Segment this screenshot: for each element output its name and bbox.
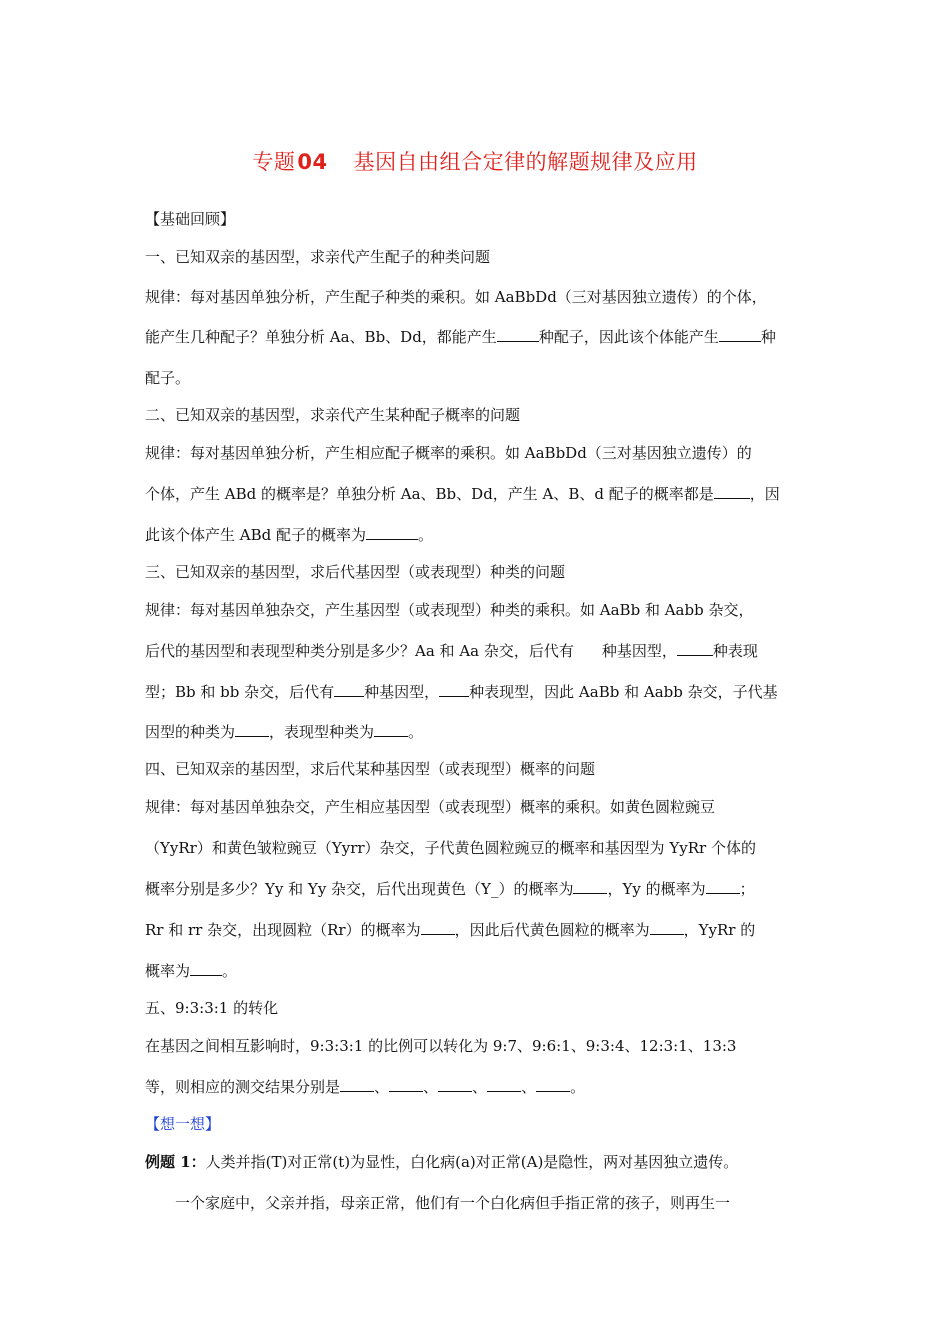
text-span: 种基因型， bbox=[601, 642, 677, 660]
item-2-line-2 bbox=[145, 484, 780, 504]
separator: 、 bbox=[472, 1078, 488, 1096]
text-span: 等，则相应的测交结果分别是 bbox=[145, 1078, 341, 1096]
example-1-line-2: 一个家庭中，父亲并指，母亲正常，他们有一个白化病但手指正常的孩子，则再生一 bbox=[175, 1194, 731, 1212]
item-1-line-3: 配子。 bbox=[145, 369, 191, 387]
page-title bbox=[0, 146, 950, 176]
title-number: 04 bbox=[297, 150, 328, 174]
answer-blank[interactable] bbox=[487, 1077, 521, 1092]
item-3-heading: 三、已知双亲的基因型，求后代基因型（或表现型）种类的问题 bbox=[145, 563, 566, 581]
item-4-line-2: （YyRr）和黄色皱粒豌豆（Yyrr）杂交，子代黄色圆粒豌豆的概率和基因型为 YyRr 个体的 bbox=[145, 839, 756, 857]
section-header-basic-review: 【基础回顾】 bbox=[145, 210, 236, 228]
item-3-line-4 bbox=[145, 722, 423, 742]
text-span: 。 bbox=[222, 962, 238, 980]
text-span: 能产生几种配子？单独分析 Aa、Bb、Dd，都能产生 bbox=[145, 328, 497, 346]
answer-blank[interactable] bbox=[719, 327, 761, 342]
text-span: 。 bbox=[408, 723, 424, 741]
text-span: 种配子，因此该个体能产生 bbox=[538, 328, 719, 346]
text-span: ，因此后代黄色圆粒的概率为 bbox=[454, 921, 650, 939]
item-4-line-4 bbox=[145, 920, 755, 940]
answer-blank[interactable] bbox=[389, 1077, 423, 1092]
example-label: 例题 1： bbox=[145, 1153, 206, 1171]
item-1-heading: 一、已知双亲的基因型，求亲代产生配子的种类问题 bbox=[145, 248, 491, 266]
text-span: 人类并指(T)对正常(t)为显性，白化病(a)对正常(A)是隐性，两对基因独立遗传。 bbox=[205, 1153, 739, 1171]
separator: 、 bbox=[521, 1078, 537, 1096]
separator: 、 bbox=[374, 1078, 390, 1096]
item-3-line-1: 规律：每对基因单独杂交，产生基因型（或表现型）种类的乘积。如 AaBb 和 Aabb 杂交， bbox=[145, 601, 754, 619]
item-2-heading: 二、已知双亲的基因型，求亲代产生某种配子概率的问题 bbox=[145, 406, 521, 424]
text-span: ，表现型种类为 bbox=[269, 723, 375, 741]
separator: 、 bbox=[423, 1078, 439, 1096]
answer-blank[interactable] bbox=[677, 641, 713, 656]
answer-blank[interactable] bbox=[573, 879, 607, 894]
text-span: 概率为 bbox=[145, 962, 191, 980]
text-span: 后代的基因型和表现型种类分别是多少？Aa 和 Aa 杂交，后代有 bbox=[145, 642, 574, 660]
answer-blank[interactable] bbox=[421, 920, 455, 935]
answer-blank[interactable] bbox=[334, 682, 364, 697]
item-1-line-1: 规律：每对基因单独分析，产生配子种类的乘积。如 AaBbDd（三对基因独立遗传）的个体， bbox=[145, 288, 767, 306]
item-2-line-3 bbox=[145, 525, 433, 545]
title-text: 基因自由组合定律的解题规律及应用 bbox=[353, 150, 698, 174]
item-3-line-3 bbox=[145, 682, 778, 702]
text-span: 。 bbox=[570, 1078, 586, 1096]
text-span: ，Yy 的概率为 bbox=[607, 880, 706, 898]
item-4-line-3 bbox=[145, 879, 755, 899]
text-span: 种基因型， bbox=[364, 683, 440, 701]
answer-blank[interactable] bbox=[714, 484, 750, 499]
answer-blank[interactable] bbox=[340, 1077, 374, 1092]
answer-blank[interactable] bbox=[374, 722, 408, 737]
title-prefix: 专题 bbox=[252, 150, 296, 174]
answer-blank[interactable] bbox=[536, 1077, 570, 1092]
answer-blank[interactable] bbox=[366, 525, 418, 540]
text-span: 。 bbox=[418, 526, 434, 544]
item-4-line-5 bbox=[145, 961, 237, 981]
text-span: ； bbox=[739, 880, 755, 898]
answer-blank[interactable] bbox=[439, 682, 469, 697]
answer-blank[interactable] bbox=[190, 961, 222, 976]
text-span: 型；Bb 和 bb 杂交，后代有 bbox=[145, 683, 335, 701]
item-5-line-1: 在基因之间相互影响时，9:3:3:1 的比例可以转化为 9:7、9:6:1、9:3:4、12:3:1、13:3 bbox=[145, 1037, 737, 1055]
item-4-line-1: 规律：每对基因单独杂交，产生相应基因型（或表现型）概率的乘积。如黄色圆粒豌豆 bbox=[145, 798, 716, 816]
item-3-line-2 bbox=[145, 641, 758, 661]
item-1-line-2 bbox=[145, 327, 776, 347]
item-4-heading: 四、已知双亲的基因型，求后代某种基因型（或表现型）概率的问题 bbox=[145, 760, 596, 778]
text-span: 概率分别是多少？Yy 和 Yy 杂交，后代出现黄色（Y_）的概率为 bbox=[145, 880, 574, 898]
answer-blank[interactable] bbox=[706, 879, 740, 894]
section-header-think: 【想一想】 bbox=[145, 1115, 221, 1133]
text-span: 种表现 bbox=[712, 642, 758, 660]
item-2-line-1: 规律：每对基因单独分析，产生相应配子概率的乘积。如 AaBbDd（三对基因独立遗传）的 bbox=[145, 444, 752, 462]
text-span: 因型的种类为 bbox=[145, 723, 236, 741]
text-span: ，因 bbox=[749, 485, 780, 503]
item-5-heading: 五、9:3:3:1 的转化 bbox=[145, 999, 279, 1017]
answer-blank[interactable] bbox=[438, 1077, 472, 1092]
text-span: 个体，产生 ABd 的概率是？单独分析 Aa、Bb、Dd，产生 A、B、d 配子的概率都是 bbox=[145, 485, 714, 503]
answer-blank[interactable] bbox=[650, 920, 684, 935]
item-5-line-2 bbox=[145, 1077, 585, 1097]
text-span: 种表现型，因此 AaBb 和 Aabb 杂交，子代基 bbox=[469, 683, 778, 701]
text-span: Rr 和 rr 杂交，出现圆粒（Rr）的概率为 bbox=[145, 921, 421, 939]
text-span: 此该个体产生 ABd 配子的概率为 bbox=[145, 526, 366, 544]
answer-blank[interactable] bbox=[497, 327, 539, 342]
text-span: 种 bbox=[760, 328, 776, 346]
example-1-line-1 bbox=[145, 1152, 738, 1172]
answer-blank[interactable] bbox=[235, 722, 269, 737]
text-span: ，YyRr 的 bbox=[683, 921, 756, 939]
